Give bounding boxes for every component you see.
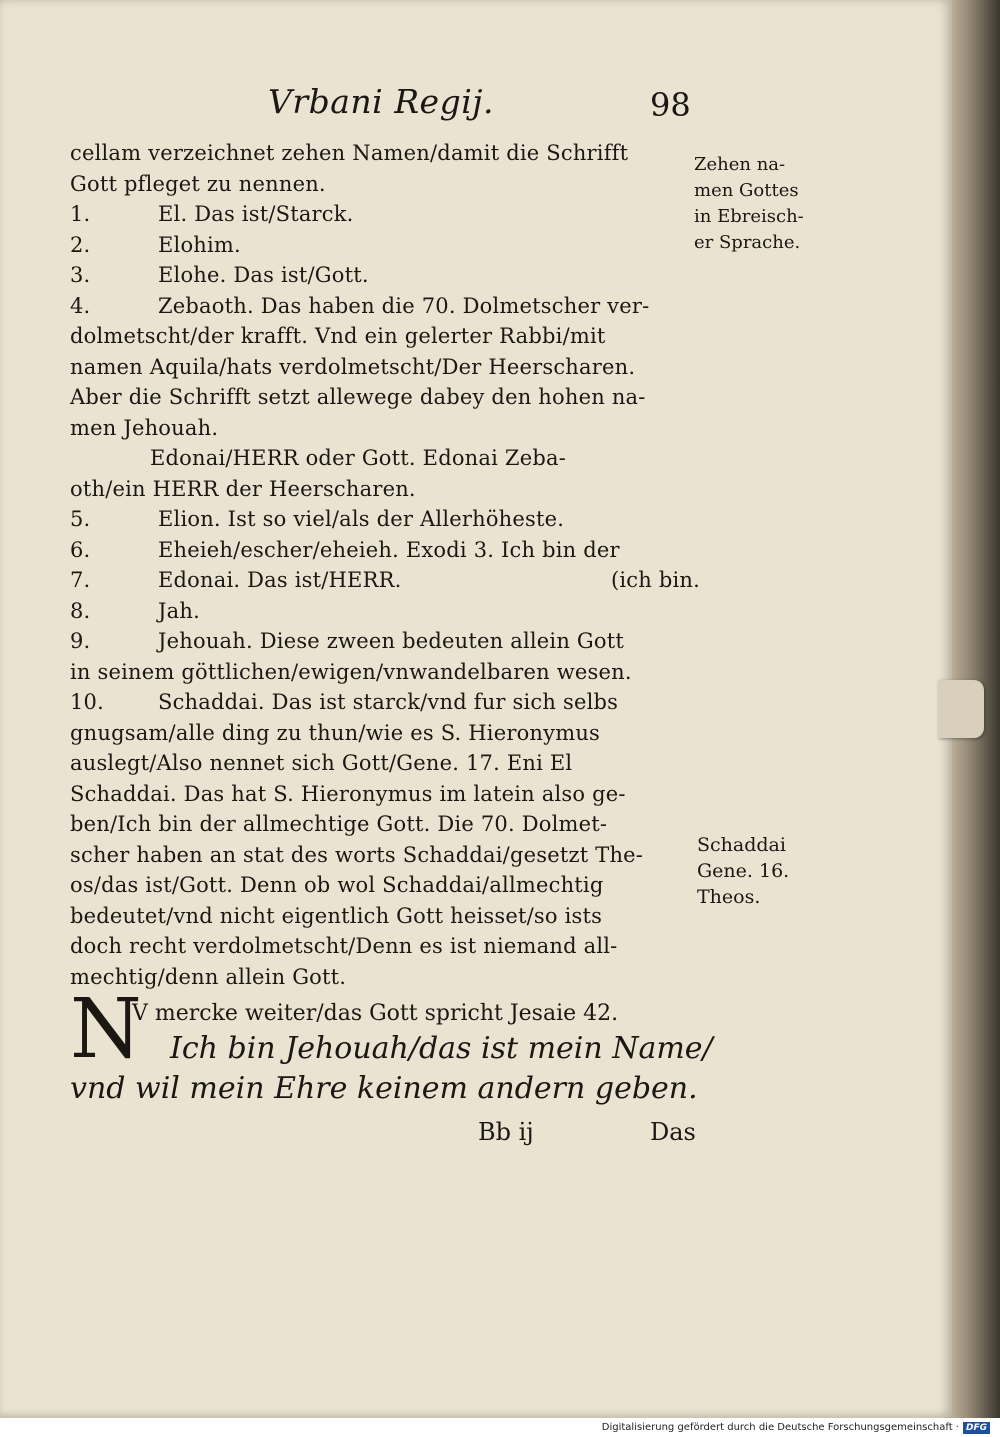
text-line bbox=[70, 382, 700, 413]
line-text: men Jehouah. bbox=[70, 415, 219, 440]
line-text: El. Das ist/Starck. bbox=[158, 202, 354, 226]
footer-credit: Digitalisierung gefördert durch die Deutsche Forschungsgemeinschaft · bbox=[601, 1422, 959, 1433]
line-text: Jah. bbox=[158, 598, 200, 623]
line-text: Elohim. bbox=[158, 232, 241, 257]
line-text: Aber die Schrifft setzt allewege dabey den hohen na- bbox=[70, 385, 646, 409]
line-text: namen Aquila/hats verdolmetscht/Der Heerscharen. bbox=[70, 354, 636, 379]
margin-note-line: in Ebreisch- bbox=[694, 206, 804, 227]
text-line bbox=[70, 260, 700, 291]
text-line bbox=[70, 962, 700, 993]
line-number: 2. bbox=[70, 232, 91, 257]
margin-note-line: Zehen na- bbox=[694, 154, 786, 175]
line-text: Elohe. Das ist/Gott. bbox=[158, 263, 369, 287]
line-text: auslegt/Also nennet sich Gott/Gene. 17. Eni El bbox=[70, 751, 573, 775]
line-number: 8. bbox=[70, 598, 91, 623]
margin-note-line: men Gottes bbox=[694, 180, 799, 201]
text-line bbox=[70, 199, 700, 230]
text-line bbox=[70, 352, 700, 383]
digitization-footer bbox=[0, 1418, 1000, 1437]
text-line bbox=[70, 748, 700, 779]
line-text: oth/ein HERR der Heerscharen. bbox=[70, 476, 416, 501]
line-text: dolmetscht/der krafft. Vnd ein gelerter Rabbi/mit bbox=[70, 324, 606, 348]
closing-line-2: Ich bin Jehouah/das ist mein Name/ bbox=[170, 1031, 713, 1066]
line-text: Elion. Ist so viel/als der Allerhöheste. bbox=[158, 507, 565, 531]
text-line bbox=[70, 870, 700, 901]
dfg-logo: DFG bbox=[963, 1422, 990, 1434]
text-line bbox=[70, 504, 700, 535]
text-line bbox=[70, 687, 700, 718]
text-line bbox=[70, 779, 700, 810]
line-text: in seinem göttlichen/ewigen/vnwandelbaren wesen. bbox=[70, 659, 632, 684]
line-text: cellam verzeichnet zehen Namen/damit die Schrifft bbox=[70, 141, 629, 165]
text-line bbox=[70, 321, 700, 352]
text-line bbox=[70, 626, 700, 657]
text-line bbox=[70, 535, 700, 566]
margin-note-line: Gene. 16. bbox=[697, 860, 790, 882]
margin-note-schaddai bbox=[697, 832, 789, 910]
line-text: Gott pfleget zu nennen. bbox=[70, 171, 326, 196]
margin-note-line: Theos. bbox=[697, 886, 761, 908]
text-line bbox=[70, 413, 700, 444]
line-number: 1. bbox=[70, 202, 91, 226]
line-text: Zebaoth. Das haben die 70. Dolmetscher ver- bbox=[158, 293, 650, 318]
line-number: 6. bbox=[70, 537, 91, 562]
line-text: Schaddai. Das ist starck/vnd fur sich selbs bbox=[158, 690, 619, 714]
line-number: 9. bbox=[70, 629, 91, 653]
text-line bbox=[70, 901, 700, 932]
text-line bbox=[70, 565, 700, 596]
line-text: Eheieh/escher/eheieh. Exodi 3. Ich bin der bbox=[158, 537, 620, 562]
line-number: 10. bbox=[70, 690, 104, 714]
closing-line-1: V mercke weiter/das Gott spricht Jesaie 42. bbox=[132, 1001, 619, 1026]
text-line bbox=[70, 169, 700, 200]
closing-line-3: vnd wil mein Ehre keinem andern geben. bbox=[70, 1071, 698, 1106]
text-line bbox=[70, 291, 700, 322]
text-line bbox=[70, 657, 700, 688]
margin-note-line: Schaddai bbox=[697, 834, 786, 856]
margin-note-zehen-namen bbox=[694, 152, 804, 256]
line-text: Jehouah. Diese zween bedeuten allein Gott bbox=[158, 629, 625, 653]
text-line bbox=[70, 138, 700, 169]
page-tab-marker bbox=[938, 680, 984, 738]
page-number: 98 bbox=[650, 86, 691, 124]
line-number: 5. bbox=[70, 507, 91, 531]
line-text: ben/Ich bin der allmechtige Gott. Die 70. Dolmet- bbox=[70, 812, 608, 836]
line-text: doch recht verdolmetscht/Denn es ist niemand all- bbox=[70, 934, 618, 958]
drop-cap: N bbox=[70, 982, 142, 1077]
line-number: 3. bbox=[70, 263, 91, 287]
line-text: mechtig/denn allein Gott. bbox=[70, 964, 347, 989]
line-text: os/das ist/Gott. Denn ob wol Schaddai/allmechtig bbox=[70, 873, 604, 897]
line-text: Schaddai. Das hat S. Hieronymus im latein also ge- bbox=[70, 781, 626, 806]
text-line bbox=[70, 809, 700, 840]
line-number: 4. bbox=[70, 293, 91, 318]
running-header: Vrbani Regij. bbox=[268, 82, 494, 121]
line-text: scher haben an stat des worts Schaddai/gesetzt The- bbox=[70, 842, 644, 867]
text-line bbox=[70, 474, 700, 505]
text-line bbox=[70, 931, 700, 962]
margin-note-line: er Sprache. bbox=[694, 232, 801, 253]
line-text: Edonai/HERR oder Gott. Edonai Zeba- bbox=[150, 446, 566, 470]
line-text: gnugsam/alle ding zu thun/wie es S. Hieronymus bbox=[70, 720, 601, 745]
signature-mark: Bb ij bbox=[478, 1118, 534, 1146]
text-line bbox=[70, 443, 700, 474]
text-line bbox=[70, 596, 700, 627]
text-line bbox=[70, 840, 700, 871]
main-text-block bbox=[70, 138, 700, 992]
line-number: 7. bbox=[70, 568, 91, 592]
catchword: Das bbox=[650, 1118, 696, 1146]
text-line bbox=[70, 230, 700, 261]
text-line bbox=[70, 718, 700, 749]
line-text: bedeutet/vnd nicht eigentlich Gott heisset/so ists bbox=[70, 903, 603, 928]
line-continuation: (ich bin. bbox=[610, 568, 700, 592]
line-text: Edonai. Das ist/HERR. bbox=[158, 568, 402, 592]
